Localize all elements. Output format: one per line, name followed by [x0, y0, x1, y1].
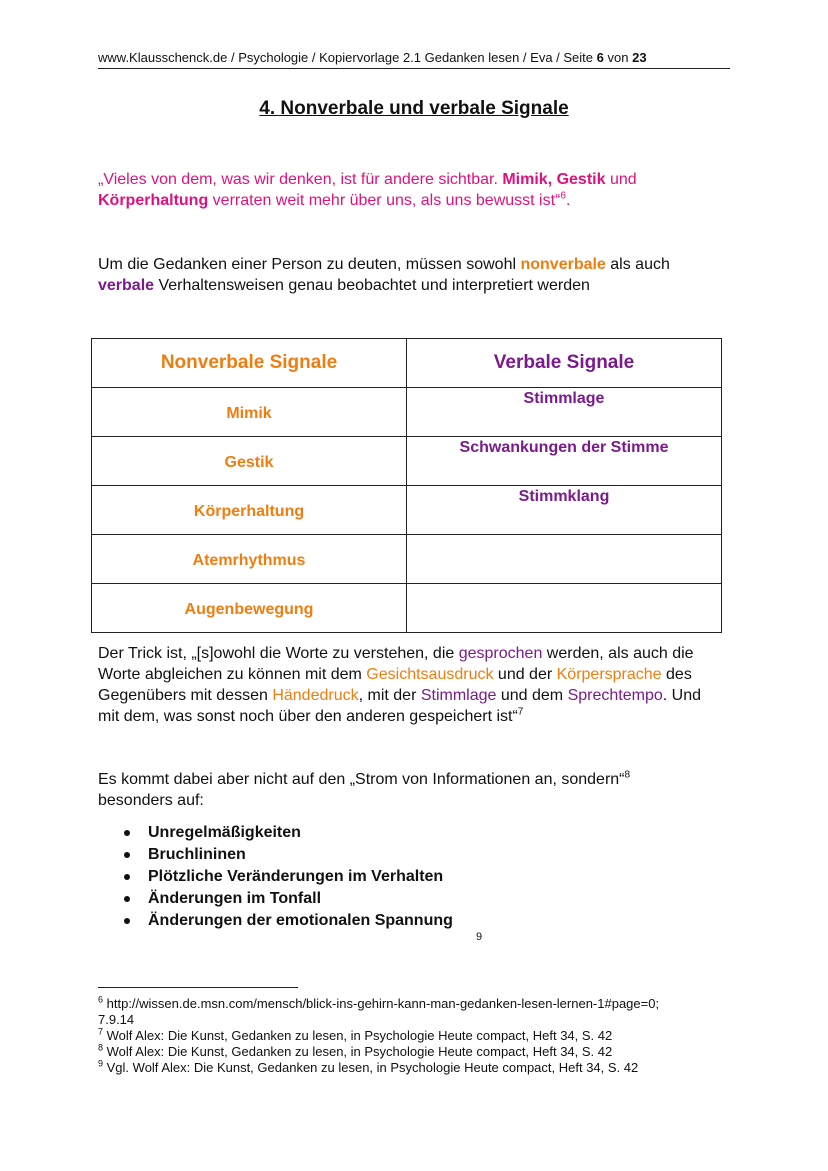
footnote-ref-8[interactable]: 8	[624, 769, 631, 781]
verbal-cell: Stimmklang	[407, 486, 722, 535]
table-row	[92, 486, 722, 535]
verbal-cell: Stimmlage	[407, 388, 722, 437]
footnote-divider	[98, 987, 298, 988]
page-title: 4. Nonverbale und verbale Signale	[259, 98, 569, 119]
header-of: von	[607, 50, 629, 65]
table-row	[92, 535, 722, 584]
footnote-ref-6[interactable]: 6	[560, 190, 566, 202]
stream-paragraph: Es kommt dabei aber nicht auf den „Strom von Informationen an, sondern“$^8$ besonders auf:	[98, 769, 631, 809]
table-header-row	[92, 339, 722, 388]
page-header: www.Klausschenck.de / Psychologie / Kopiervorlage 2.1 Gedanken lesen / Eva / Seite 6 von 23	[98, 50, 730, 69]
nonverbal-cell: Mimik	[92, 388, 407, 437]
header-page-number: 6	[596, 50, 604, 65]
footnote: $^8$ Wolf Alex: Die Kunst, Gedanken zu lesen, in Psychologie Heute compact, Heft 34, S. 42	[98, 1042, 613, 1059]
header-page-total: 23	[632, 50, 647, 65]
quote-paragraph: „Vieles von dem, was wir denken, ist für andere sichtbar. Mimik, Gestik und Körperhaltung verraten weit mehr über uns, als uns bewusst ist“$^6$.	[98, 171, 637, 209]
table-row	[92, 388, 722, 437]
header-nonverbal: Nonverbale Signale	[92, 339, 407, 388]
footnote-ref-7[interactable]: 7	[517, 706, 524, 718]
verbal-cell	[407, 584, 722, 633]
table-row	[92, 584, 722, 633]
signals-table	[91, 338, 722, 633]
nonverbal-cell: Atemrhythmus	[92, 535, 407, 584]
nonverbal-cell: Augenbewegung	[92, 584, 407, 633]
nonverbal-cell: Gestik	[92, 437, 407, 486]
trick-paragraph: Der Trick ist, „[s]owohl die Worte zu verstehen, die gesprochen werden, als auch die Worte abgleichen zu können mit dem Gesichtsausdruck und der Körpersprache des Gegenübers mit dessen Händedruck, mit der Stimmlage und dem Sprechtempo. Und mit dem, was sonst noch über den anderen gespeichert ist“$^7$	[98, 645, 701, 725]
footnote: $^6$ http://wissen.de.msn.com/mensch/blick-ins-gehirn-kann-man-gedanken-lesen-lernen-1#page=0; 7.9.14	[98, 994, 660, 1027]
list-item: Unregelmäßigkeiten	[120, 822, 453, 844]
list-item: Bruchlininen	[120, 844, 453, 866]
verbal-cell	[407, 535, 722, 584]
list-item: Änderungen der emotionalen Spannung	[120, 910, 453, 932]
bullet-list	[120, 822, 453, 932]
verbal-cell: Schwankungen der Stimme	[407, 437, 722, 486]
list-item: Änderungen im Tonfall	[120, 888, 453, 910]
intro-paragraph: Um die Gedanken einer Person zu deuten, müssen sowohl nonverbale als auch verbale Verhaltensweisen genau beobachtet und interpretiert werden	[98, 256, 670, 294]
table-row	[92, 437, 722, 486]
header-verbal: Verbale Signale	[407, 339, 722, 388]
site-link[interactable]: www.Klausschenck.de	[98, 50, 228, 65]
header-path: Psychologie / Kopiervorlage 2.1 Gedanken lesen / Eva / Seite	[238, 50, 594, 65]
footnote: $^9$ Vgl. Wolf Alex: Die Kunst, Gedanken zu lesen, in Psychologie Heute compact, Heft 34, S. 42	[98, 1058, 639, 1075]
nonverbal-cell: Körperhaltung	[92, 486, 407, 535]
footnote-ref-9[interactable]: 9	[476, 931, 483, 943]
footnote: $^7$ Wolf Alex: Die Kunst, Gedanken zu lesen, in Psychologie Heute compact, Heft 34, S. 42	[98, 1026, 613, 1043]
footnotes	[98, 996, 738, 1076]
list-item: Plötzliche Veränderungen im Verhalten	[120, 866, 453, 888]
footnote-link[interactable]: http://wissen.de.msn.com/mensch/blick-ins-gehirn-kann-man-gedanken-lesen-lernen-1#page=0;	[106, 996, 660, 1011]
